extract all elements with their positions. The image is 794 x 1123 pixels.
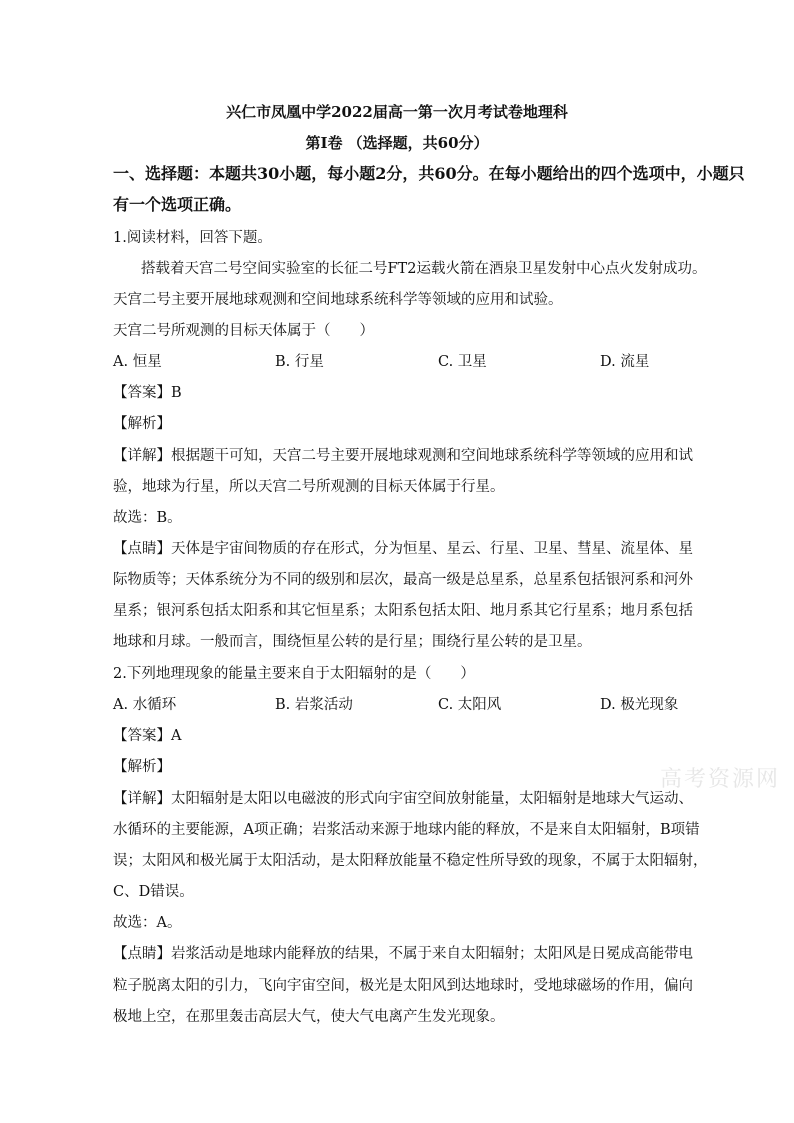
q1-note-cont-3: 地球和月球。一般而言，围绕恒星公转的是行星；围绕行星公转的是卫星。 — [113, 634, 592, 650]
q1-material-cont: 天宫二号主要开展地球观测和空间地球系统科学等领域的应用和试验。 — [113, 292, 563, 308]
q1-option-d: D. 流星 — [600, 354, 650, 370]
q1-option-c: C. 卫星 — [438, 354, 487, 370]
q2-option-d: D. 极光现象 — [600, 697, 679, 713]
q1-note-cont-1: 际物质等；天体系统分为不同的级别和层次，最高一级是总星系，总星系包括银河系和河外 — [113, 572, 693, 588]
section-heading: 一、选择题：本题共30小题，每小题2分，共60分。在每小题给出的四个选项中，小题只 — [113, 164, 745, 183]
q2-stem: 2.下列地理现象的能量主要来自于太阳辐射的是（ ） — [113, 666, 475, 682]
watermark: 高考资源网 — [660, 767, 781, 792]
q1-note-cont-2: 星系；银河系包括太阳系和其它恒星系；太阳系包括太阳、地月系其它行星系；地月系包括 — [113, 603, 693, 619]
q2-choice: 故选：A。 — [113, 915, 182, 931]
q1-option-a: A. 恒星 — [113, 354, 162, 370]
q2-detail-cont-1: 水循环的主要能源，A项正确；岩浆活动来源于地球内能的释放，不是来自太阳辐射，B项错 — [113, 822, 700, 838]
q2-note: 【点睛】岩浆活动是地球内能释放的结果，不属于来自太阳辐射；太阳风是日冕成高能带电 — [113, 946, 693, 962]
q2-option-b: B. 岩浆活动 — [275, 697, 353, 713]
q1-note: 【点睛】天体是宇宙间物质的存在形式，分为恒星、星云、行星、卫星、彗星、流星体、星 — [113, 541, 693, 557]
q1-choice: 故选：B。 — [113, 510, 182, 526]
q1-stem: 天宫二号所观测的目标天体属于（ ） — [113, 323, 374, 339]
exam-subtitle: 第Ⅰ卷 （选择题，共60分） — [305, 134, 489, 152]
q2-analysis-label: 【解析】 — [113, 759, 171, 775]
q2-detail: 【详解】太阳辐射是太阳以电磁波的形式向宇宙空间放射能量，太阳辐射是地球大气运动、 — [113, 791, 693, 807]
q2-detail-cont-2: 误；太阳风和极光属于太阳活动，是太阳释放能量不稳定性所导致的现象，不属于太阳辐射， — [113, 853, 708, 869]
q2-answer: 【答案】A — [113, 728, 182, 744]
q1-option-b: B. 行星 — [275, 354, 324, 370]
q1-analysis-label: 【解析】 — [113, 416, 171, 432]
q2-note-cont-2: 极地上空，在那里轰击高层大气，使大气电离产生发光现象。 — [113, 1009, 505, 1025]
q2-option-a: A. 水循环 — [113, 697, 177, 713]
section-heading-cont: 有一个选项正确。 — [113, 195, 242, 214]
q2-detail-cont-3: C、D错误。 — [113, 884, 194, 900]
q1-material: 搭载着天宫二号空间实验室的长征二号FT2运载火箭在酒泉卫星发射中心点火发射成功。 — [141, 261, 707, 277]
exam-title: 兴仁市凤凰中学2022届高一第一次月考试卷地理科 — [226, 103, 568, 121]
q1-intro: 1.阅读材料，回答下题。 — [113, 230, 272, 246]
q2-note-cont-1: 粒子脱离太阳的引力，飞向宇宙空间，极光是太阳风到达地球时，受地球磁场的作用，偏向 — [113, 978, 693, 994]
q1-detail: 【详解】根据题干可知，天宫二号主要开展地球观测和空间地球系统科学等领域的应用和试 — [113, 448, 693, 464]
q1-detail-cont: 验，地球为行星，所以天宫二号所观测的目标天体属于行星。 — [113, 479, 505, 495]
q1-answer: 【答案】B — [113, 385, 182, 401]
q2-option-c: C. 太阳风 — [438, 697, 502, 713]
